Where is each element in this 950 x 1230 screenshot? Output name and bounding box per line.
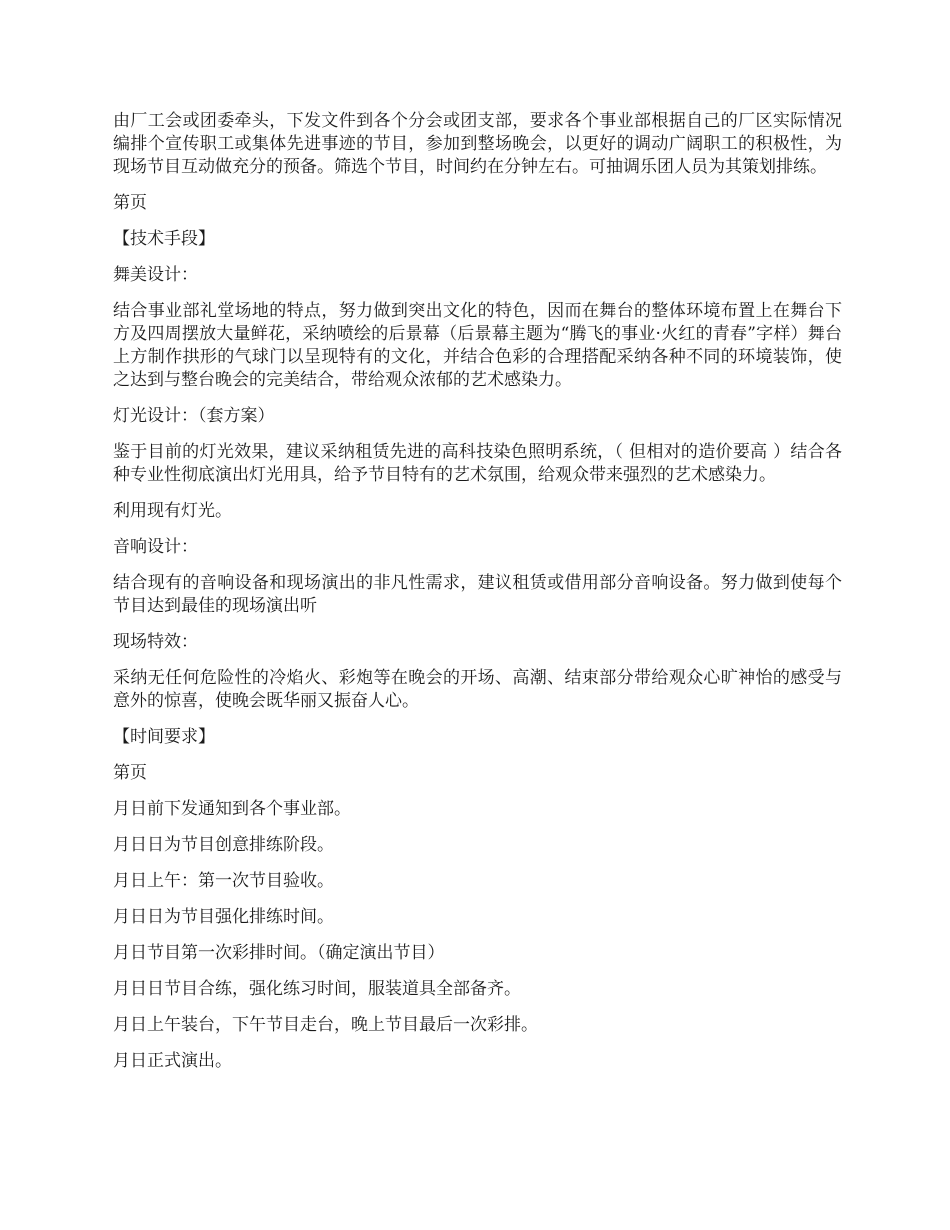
schedule-item: 月日前下发通知到各个事业部。 [113,799,351,819]
schedule-item: 月日正式演出。 [113,1051,232,1071]
schedule-item: 月日日节目合练，强化练习时间，服装道具全部备齐。 [113,979,521,999]
paragraph-stage-design: 结合事业部礼堂场地的特点，努力做到突出文化的特色，因而在舞台的整体环境布置上在舞台下方及四周摆放大量鲜花，采纳喷绘的后景幕（后景幕主题为“腾飞的事业·火红的青春”字样）舞台上方制作拱形的气球门以呈现特有的文化，并结合色彩的合理搭配采纳各种不同的环境装饰，使之达到与整台晚会的完美结合，带给观众浓郁的艺术感染力。 [113,301,842,390]
paragraph-sound-design: 结合现有的音响设备和现场演出的非凡性需求，建议租赁或借用部分音响设备。努力做到使每个节目达到最佳的现场演出听 [113,573,842,616]
paragraph-special-effects: 采纳无任何危险性的冷焰火、彩炮等在晚会的开场、高潮、结束部分带给观众心旷神怡的感受与意外的惊喜，使晚会既华丽又振奋人心。 [113,668,842,711]
subheading-sound-design: 音响设计： [113,537,198,557]
schedule-item: 月日日为节目创意排练阶段。 [113,835,334,855]
section-heading-technical-means: 【技术手段】 [113,229,215,249]
page-marker: 第页 [113,763,147,783]
schedule-item: 月日上午：第一次节目验收。 [113,871,334,891]
page-marker: 第页 [113,193,147,213]
paragraph-lighting-design: 鉴于目前的灯光效果，建议采纳租赁先进的高科技染色照明系统，（ 但相对的造价要高 ）结合各种专业性彻底演出灯光用具，给予节目特有的艺术氛围，给观众带来强烈的艺术感染力。 [113,442,842,485]
schedule-item: 月日上午装台，下午节目走台，晚上节目最后一次彩排。 [113,1015,538,1035]
schedule-item: 月日节目第一次彩排时间。（确定演出节目） [113,943,445,963]
schedule-item: 月日日为节目强化排练时间。 [113,907,334,927]
section-heading-time-requirements: 【时间要求】 [113,727,215,747]
paragraph-organizer: 由厂工会或团委牵头，下发文件到各个分会或团支部，要求各个事业部根据自己的厂区实际情况编排个宣传职工或集体先进事迹的节目，参加到整场晚会，以更好的调动广阔职工的积极性，为现场节目互动做充分的预备。筛选个节目，时间约在分钟左右。可抽调乐团人员为其策划排练。 [113,111,842,177]
subheading-stage-design: 舞美设计： [113,265,198,285]
paragraph-existing-lighting: 利用现有灯光。 [113,501,232,521]
subheading-lighting-design: 灯光设计：（套方案） [113,406,275,426]
subheading-special-effects: 现场特效： [113,632,198,652]
